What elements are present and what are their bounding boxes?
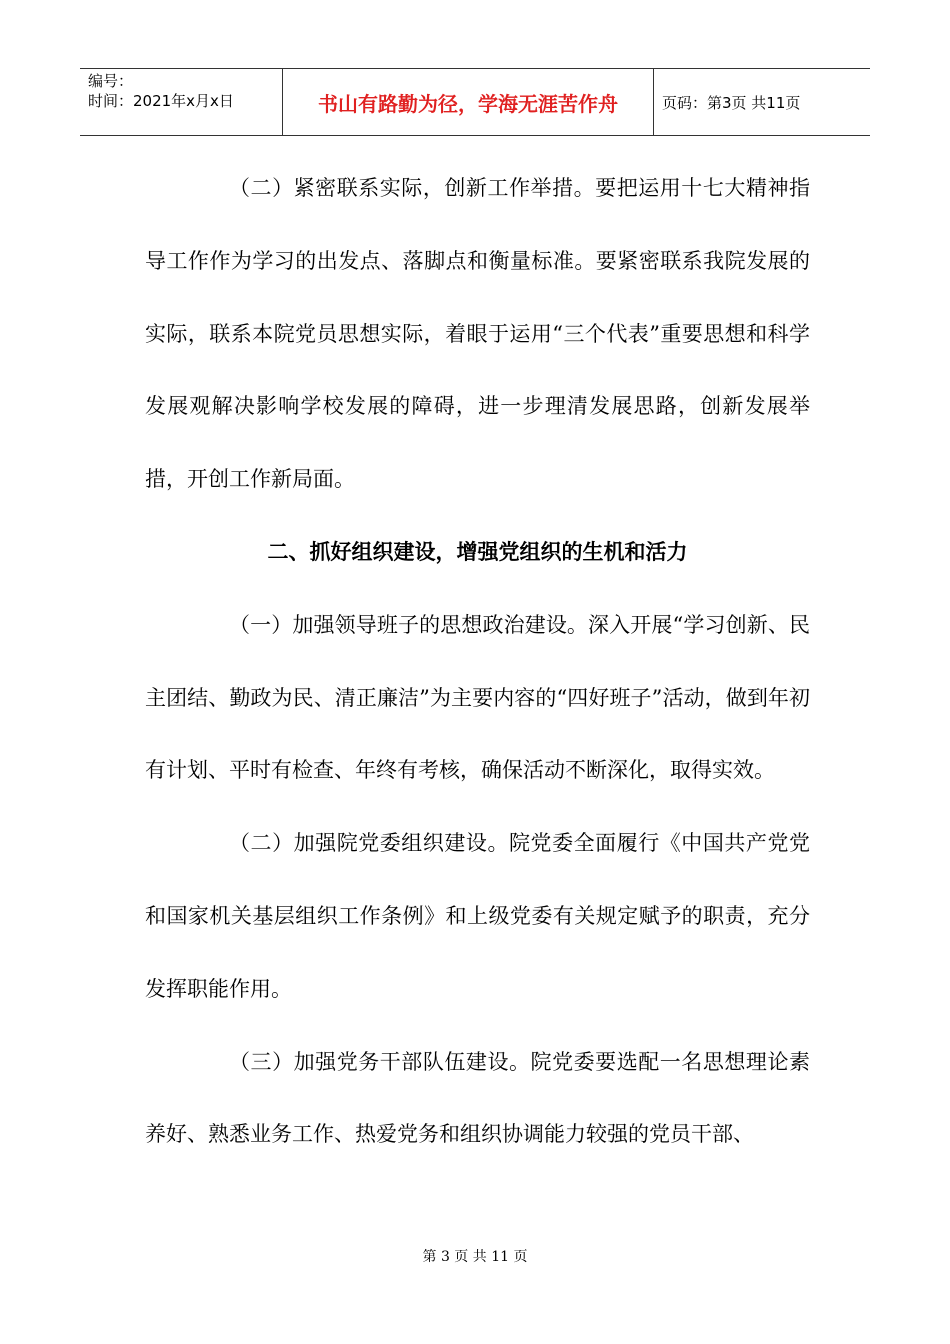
document-number-label: 编号：: [88, 72, 134, 90]
paragraph: （二）加强院党委组织建设。院党委全面履行《中国共产党党和国家机关基层组织工作条例》和上级党委有关规定赋予的职责，充分发挥职能作用。: [145, 831, 810, 1001]
header-motto: 书山有路勤为径，学海无涯苦作舟: [282, 69, 654, 135]
paragraph: （二）紧密联系实际，创新工作举措。要把运用十七大精神指导工作作为学习的出发点、落脚点和衡量标准。要紧密联系我院发展的实际，联系本院党员思想实际，着眼于运用“三个代表”重要思想和科学发展观解决影响学校发展的障碍，进一步理清发展思路，创新发展举措，开创工作新局面。: [145, 176, 810, 492]
page-footer: 第 3 页 共 11 页: [422, 1249, 528, 1265]
paragraph: （一）加强领导班子的思想政治建设。深入开展“学习创新、民主团结、勤政为民、清正廉洁”为主要内容的“四好班子”活动，做到年初有计划、平时有检查、年终有考核，确保活动不断深化，取得实效。: [145, 612, 810, 783]
header-page-info: 页码：第3页 共11页: [662, 93, 801, 112]
document-date-label: 时间：2021年x月x日: [88, 92, 234, 110]
document-body: [145, 152, 810, 1171]
page-header: [80, 68, 870, 136]
paragraph: （三）加强党务干部队伍建设。院党委要选配一名思想理论素养好、熟悉业务工作、热爱党务和组织协调能力较强的党员干部、: [145, 1049, 810, 1147]
header-meta: [80, 69, 282, 135]
section-heading: 二、抓好组织建设，增强党组织的生机和活力: [267, 539, 688, 564]
